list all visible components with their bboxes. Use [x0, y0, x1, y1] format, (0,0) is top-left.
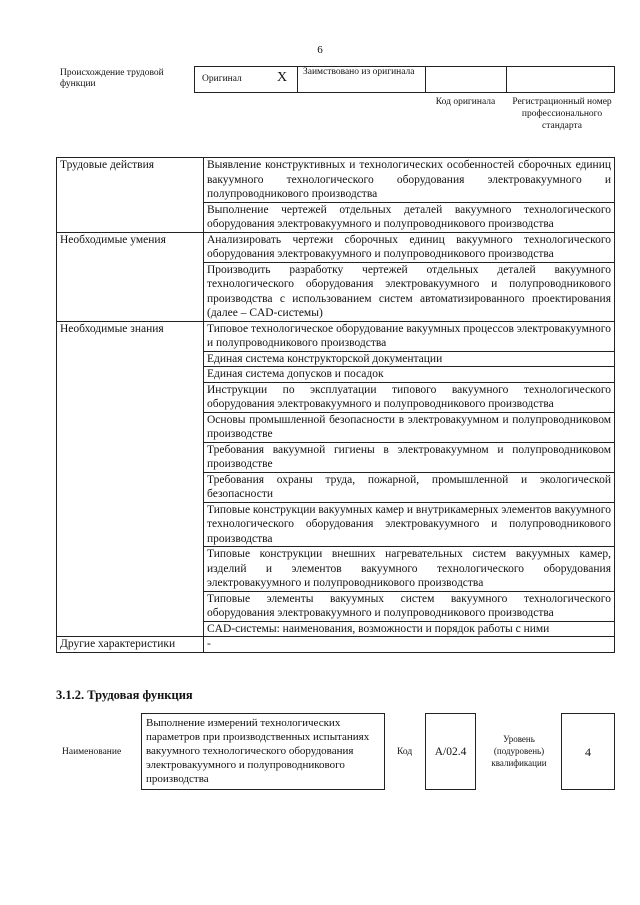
table-cell: Производить разработку чертежей отдельных деталей вакуумного технологического оборудования электровакуумного и полупроводникового производства с использованием систем автоматизированного проектирования (далее – CAD-системы) [204, 262, 615, 321]
table-cell: Основы промышленной безопасности в электровакуумном и полупроводниковом производстве [204, 412, 615, 442]
row-label: Необходимые знания [57, 321, 204, 637]
table-cell: - [204, 637, 615, 653]
table-cell: Типовые конструкции внешних нагревательных систем вакуумных камер, изделий и элементов вакуумного технологического оборудования электровакуумного и полупроводникового производства [204, 547, 615, 592]
table-row [57, 158, 615, 203]
code-caption: Код оригинала [435, 97, 496, 107]
table-cell: Требования вакуумной гигиены в электровакуумном и полупроводниковом производстве [204, 442, 615, 472]
name-label: Наименование [62, 747, 122, 757]
code-value: A/02.4 [425, 713, 476, 790]
table-cell: Единая система допусков и посадок [204, 367, 615, 383]
table-row [57, 321, 615, 351]
table-cell: Анализировать чертежи сборочных единиц вакуумного технологического оборудования электровакуумного и полупроводникового производства [204, 232, 615, 262]
row-label: Необходимые умения [57, 232, 204, 321]
original-mark: X [277, 70, 288, 85]
table-cell: Типовые конструкции вакуумных камер и внутрикамерных элементов вакуумного технологического оборудования электровакуумного и полупроводникового производства [204, 502, 615, 547]
table-row [57, 637, 615, 653]
table-cell: Типовое технологическое оборудование вакуумных процессов электровакуумного и полупроводникового производства [204, 321, 615, 351]
page-number: 6 [317, 44, 323, 56]
table-cell: Выявление конструктивных и технологических особенностей сборочных единиц вакуумного технологического оборудования электровакуумного и полупроводникового производства [204, 158, 615, 203]
origin-label: Происхождение трудовой функции [60, 68, 164, 89]
table-cell: Выполнение чертежей отдельных деталей вакуумного технологического оборудования электровакуумного и полупроводникового производства [204, 202, 615, 232]
original-label: Оригинал [202, 74, 242, 84]
code-label: Код [397, 747, 413, 757]
function-table [56, 157, 615, 653]
table-cell: Инструкции по эксплуатации типового вакуумного технологического оборудования электровакуумного и полупроводникового производства [204, 382, 615, 412]
section-heading: 3.1.2. Трудовая функция [56, 688, 193, 702]
name-value: Выполнение измерений технологических параметров при производственных испытаниях вакуумного технологического оборудования электровакуумного и полупроводникового производства [141, 713, 385, 790]
table-cell: Требования охраны труда, пожарной, промышленной и экологической безопасности [204, 472, 615, 502]
table-cell: Типовые элементы вакуумных систем вакуумного технологического оборудования электровакуумного и полупроводникового производства [204, 591, 615, 621]
table-row [57, 232, 615, 262]
table-cell: Единая система конструкторской документации [204, 351, 615, 367]
row-label: Другие характеристики [57, 637, 204, 653]
row-label: Трудовые действия [57, 158, 204, 233]
level-value: 4 [561, 713, 615, 790]
reg-caption: Регистрационный номер профессионального стандарта [512, 97, 612, 131]
level-label: Уровень (подуровень) квалификации [491, 734, 547, 768]
borrowed-label: Заимствовано из оригинала [303, 67, 415, 77]
table-cell: CAD-системы: наименования, возможности и порядок работы с ними [204, 621, 615, 637]
